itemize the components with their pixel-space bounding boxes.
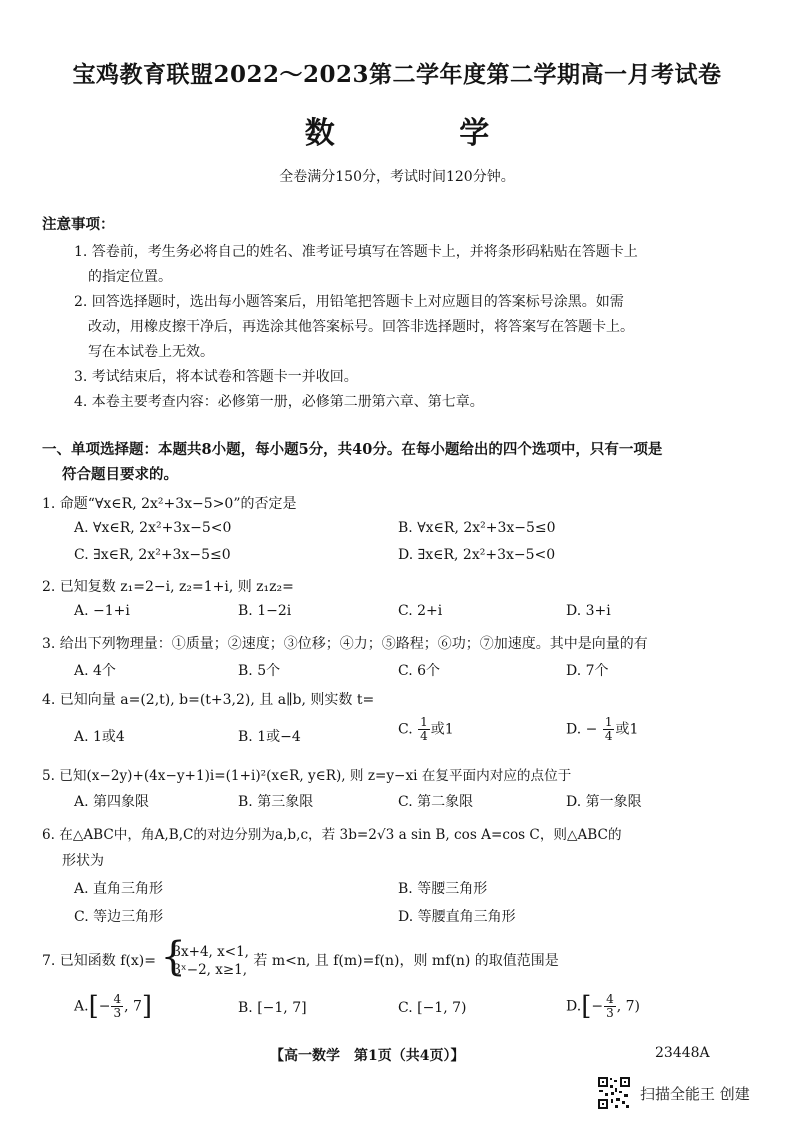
option-label: C.: [398, 721, 413, 738]
fraction-denominator: 3: [113, 1006, 122, 1020]
notice-line: 3. 考试结束后，将本试卷和答题卡一并收回。: [74, 369, 358, 385]
question-2-option-c: C. 2+i: [398, 603, 443, 619]
notice-line: 的指定位置。: [88, 269, 172, 285]
question-7-option-d: D.[− $\frac{4}{3}$ , 7): [566, 991, 640, 1022]
question-1-stem: 1. 命题“∀x∈R, 2x²+3x−5>0”的否定是: [42, 496, 297, 512]
page-number: 【高一数学 第1页（共4页）】: [270, 1048, 465, 1064]
option-label: D.: [566, 998, 582, 1015]
question-2-stem: 2. 已知复数 z₁=2−i, z₂=1+i, 则 z₁z₂=: [42, 579, 294, 595]
fraction: [111, 993, 123, 1020]
question-7-stem-suffix: 若 m<n, 且 f(m)=f(n)，则 mf(n) 的取值范围是: [253, 953, 559, 969]
qr-code-icon: [597, 1076, 631, 1110]
question-2-option-b: B. 1−2i: [238, 603, 292, 619]
question-1-option-d: D. ∃x∈R, 2x²+3x−5<0: [398, 547, 556, 563]
question-5-option-b: B. 第三象限: [238, 794, 314, 810]
option-label: D. −: [566, 721, 598, 738]
fraction-numerator: 1: [604, 715, 613, 729]
question-3-option-d: D. 7个: [566, 663, 609, 679]
fraction: [604, 993, 616, 1020]
option-suffix: 或1: [615, 721, 639, 738]
question-1-option-c: C. ∃x∈R, 2x²+3x−5≤0: [74, 547, 231, 563]
question-7-stem-prefix: 7. 已知函数 f(x)=: [42, 953, 156, 969]
piecewise-case-2: 3ˣ−2, x≥1,: [172, 962, 248, 978]
fraction: [418, 716, 430, 743]
notice-line: 4. 本卷主要考查内容：必修第一册，必修第二册第六章、第七章。: [74, 394, 484, 410]
notice-line: 写在本试卷上无效。: [88, 344, 214, 360]
fraction-numerator: 4: [113, 992, 122, 1006]
question-4-option-d: [566, 716, 638, 743]
question-7-stem: [42, 934, 559, 980]
fraction-numerator: 1: [420, 715, 428, 729]
notice-line: 2. 回答选择题时，选出每小题答案后，用铅笔把答题卡上对应题目的答案标号涂黑。如需: [74, 294, 624, 310]
notice-title: 注意事项：: [42, 216, 115, 233]
question-7-option-b: B. [−1, 7]: [238, 1000, 307, 1016]
section-heading-cont: 符合题目要求的。: [62, 466, 178, 483]
question-6-stem-cont: 形状为: [62, 853, 104, 869]
fraction-denominator: 3: [606, 1006, 614, 1020]
subject-title: 数 学: [304, 116, 528, 151]
question-1-option-b: B. ∀x∈R, 2x²+3x−5≤0: [398, 520, 556, 536]
question-7-option-a: A.[− $\frac{4}{3}$ , 7]: [74, 991, 153, 1022]
question-7-option-c: C. [−1, 7): [398, 1000, 467, 1016]
exam-title: 宝鸡教育联盟2022～2023第二学年度第二学期高一月考试卷: [72, 61, 722, 88]
exam-code: 23448A: [655, 1045, 710, 1061]
notice-line: 改动，用橡皮擦干净后，再选涂其他答案标号。回答非选择题时，将答案写在答题卡上。: [88, 319, 634, 335]
right-bracket: ]: [141, 991, 153, 1022]
question-2-option-a: A. −1+i: [74, 603, 130, 619]
question-4-option-b: B. 1或−4: [238, 729, 301, 745]
question-4-option-a: A. 1或4: [74, 729, 125, 745]
exam-info: 全卷满分150分，考试时间120分钟。: [279, 169, 515, 185]
option-tail: , 7): [616, 998, 640, 1015]
question-5-option-d: D. 第一象限: [566, 794, 642, 810]
notice-line: 1. 答卷前，考生务必将自己的姓名、准考证号填写在答题卡上，并将条形码粘贴在答题卡上: [74, 244, 638, 260]
fraction-numerator: 4: [606, 992, 614, 1006]
scanner-watermark: 扫描全能王 创建: [640, 1085, 750, 1103]
left-bracket: [: [581, 991, 592, 1022]
question-4-option-c: [398, 716, 454, 743]
piecewise-case-1: 3x+4, x<1,: [172, 944, 249, 960]
question-2-option-d: D. 3+i: [566, 603, 611, 619]
question-5-stem: 5. 已知(x−2y)+(4x−y+1)i=(1+i)²(x∈R, y∈R), 则 z=y−xi 在复平面内对应的点位于: [42, 768, 572, 784]
fraction-denominator: 4: [420, 729, 428, 743]
brace-symbol: {: [160, 934, 186, 980]
question-6-option-c: C. 等边三角形: [74, 909, 164, 925]
question-3-stem: 3. 给出下列物理量：①质量；②速度；③位移；④力；⑤路程；⑥功；⑦加速度。其中是向量的有: [42, 636, 648, 652]
left-bracket: [: [88, 991, 99, 1022]
question-3-option-c: C. 6个: [398, 663, 441, 679]
option-tail: , 7: [124, 998, 142, 1015]
question-6-option-b: B. 等腰三角形: [398, 881, 488, 897]
section-heading: 一、单项选择题：本题共8小题，每小题5分，共40分。在每小题给出的四个选项中，只有一项是: [42, 441, 663, 458]
question-6-stem: 6. 在△ABC中，角A,B,C的对边分别为a,b,c，若 3b=2√3 a sin B, cos A=cos C，则△ABC的: [42, 827, 622, 843]
question-6-option-d: D. 等腰直角三角形: [398, 909, 516, 925]
question-5-option-c: C. 第二象限: [398, 794, 474, 810]
piecewise-function: [160, 934, 249, 980]
option-label: A.: [74, 998, 89, 1015]
question-4-stem: 4. 已知向量 a=(2,t), b=(t+3,2), 且 a∥b, 则实数 t=: [42, 692, 375, 708]
question-6-option-a: A. 直角三角形: [74, 881, 164, 897]
question-5-option-a: A. 第四象限: [74, 794, 150, 810]
fraction-denominator: 4: [604, 729, 613, 743]
question-3-option-a: A. 4个: [74, 663, 116, 679]
option-suffix: 或1: [430, 721, 454, 738]
question-3-option-b: B. 5个: [238, 663, 281, 679]
question-1-option-a: A. ∀x∈R, 2x²+3x−5<0: [74, 520, 232, 536]
fraction: [603, 716, 615, 743]
